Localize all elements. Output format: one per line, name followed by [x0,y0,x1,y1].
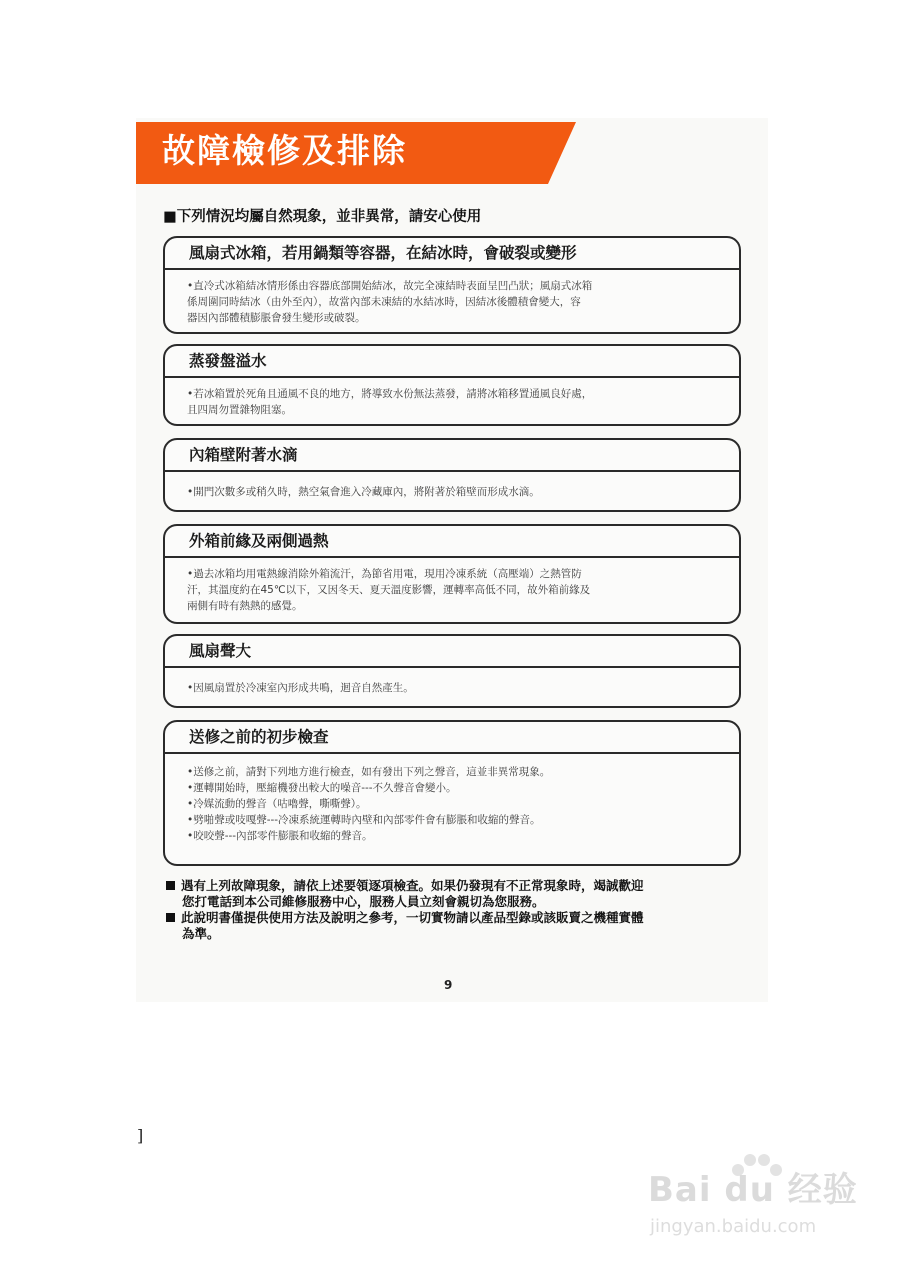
note-line [166,878,756,894]
section-box-pre-repair-check [163,720,741,866]
note-text: 遇有上列故障現象，請依上述要領逐項檢查。如果仍發現有不正常現象時，竭誠歡迎 [181,878,644,893]
section-body [165,472,739,506]
square-bullet-icon [166,881,175,890]
section-line: 且四周勿置雜物阻塞。 [187,404,292,416]
section-line: •冷媒流動的聲音（咕嚕聲，嘶嘶聲）。 [187,798,367,810]
section-title: 蒸發盤溢水 [165,346,739,378]
title-banner [136,122,576,184]
page-title: 故障檢修及排除 [162,131,407,170]
square-bullet-icon [166,913,175,922]
intro-heading: ■下列情況均屬自然現象，並非異常，請安心使用 [163,209,482,225]
stray-bracket: ] [137,1126,144,1145]
section-box-fan-noise [163,634,741,708]
section-title: 風扇式冰箱，若用鍋類等容器，在結冰時，會破裂或變形 [165,238,739,270]
note-line [166,910,756,926]
section-box-evaporator-overflow [163,344,741,426]
section-box-water-droplets [163,438,741,512]
section-title: 外箱前緣及兩側過熱 [165,526,739,558]
section-title: 內箱壁附著水滴 [165,440,739,472]
note-line: 您打電話到本公司維修服務中心，服務人員立刻會親切為您服務。 [182,894,545,909]
section-line: 器因內部體積膨脹會發生變形或破裂。 [187,312,366,324]
section-box-ice-deform [163,236,741,334]
section-line: •劈啪聲或吱嘎聲---冷凍系統運轉時內壁和內部零件會有膨脹和收縮的聲音。 [187,814,541,826]
section-line: •因風扇置於冷凍室內形成共鳴，迴音自然產生。 [187,682,414,694]
section-line: 兩側有時有熱熱的感覺。 [187,600,303,612]
section-body [165,558,739,620]
footer-notes [166,878,756,942]
watermark-url: jingyan.baidu.com [650,1216,817,1237]
section-line: 係周圍同時結冰（由外至內），故當內部未凍結的水結冰時，因結冰後體積會變大，容 [187,296,581,308]
section-line: 汗，其溫度約在45℃以下，又因冬天、夏天溫度影響，運轉率高低不同，故外箱前緣及 [187,584,591,596]
section-line: •過去冰箱均用電熱線消除外箱流汗，為節省用電，現用冷凍系統（高壓端）之熱管防 [187,568,582,580]
watermark [640,1148,858,1248]
section-line: •若冰箱置於死角且通風不良的地方，將導致水份無法蒸發，請將冰箱移置通風良好處， [187,388,593,400]
section-line: •送修之前，請對下列地方進行檢查，如有發出下列之聲音，這並非異常現象。 [187,766,551,778]
note-line: 為準。 [182,926,220,941]
section-body [165,270,739,332]
section-line: •運轉開始時，壓縮機發出較大的噪音---不久聲音會變小。 [187,782,457,794]
section-body [165,668,739,702]
section-line: •咬咬聲---內部零件膨脹和收縮的聲音。 [187,830,373,842]
section-line: •直冷式冰箱結冰情形係由容器底部開始結冰，故完全凍結時表面呈凹凸狀；風扇式冰箱 [187,280,593,292]
section-body [165,754,739,850]
note-text: 此說明書僅提供使用方法及說明之參考，一切實物請以產品型錄或該販賣之機種實體 [181,910,644,925]
page-number: 9 [444,978,453,992]
section-box-outer-heat [163,524,741,624]
note-item [166,910,756,942]
section-body [165,378,739,424]
section-line: •開門次數多或稍久時，熱空氣會進入冷藏庫內，將附著於箱壁而形成水滴。 [187,486,540,498]
section-title: 送修之前的初步檢查 [165,722,739,754]
note-item [166,878,756,910]
watermark-logo: Bai du 经验 [648,1170,858,1210]
section-title: 風扇聲大 [165,636,739,668]
